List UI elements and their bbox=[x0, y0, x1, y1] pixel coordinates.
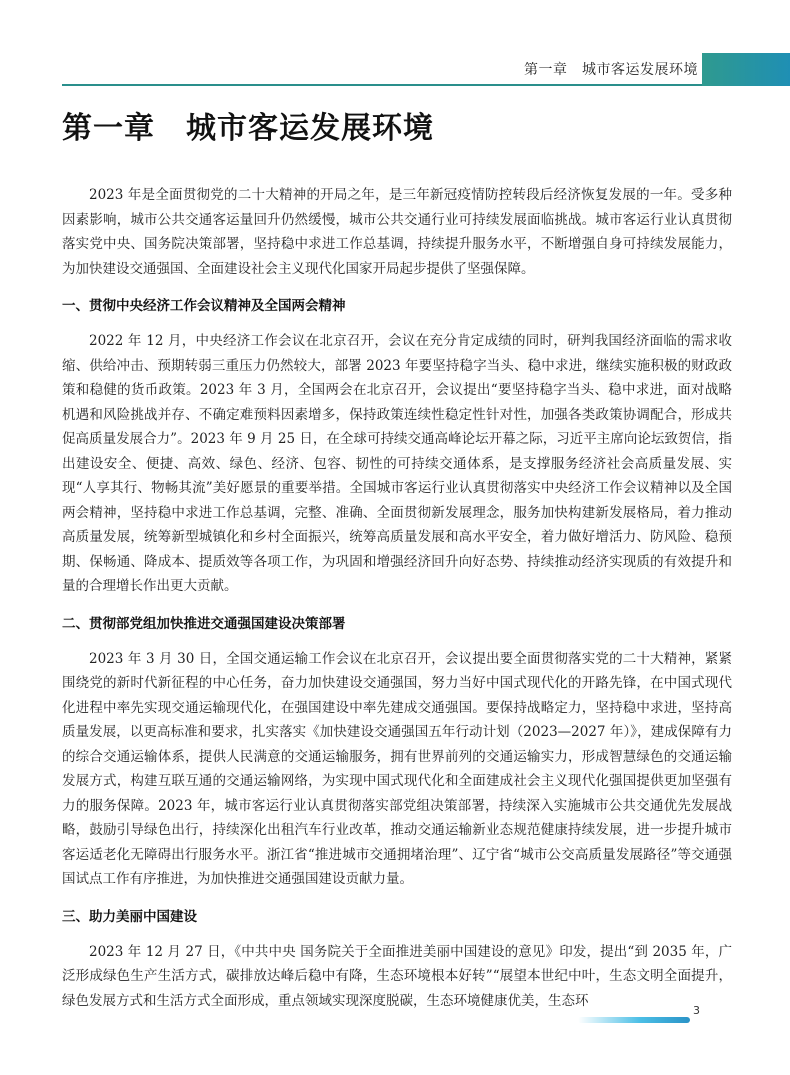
section-3-paragraph: 2023 年 12 月 27 日，《中共中央 国务院关于全面推进美丽中国建设的意见》印发，提出“到 2035 年，广泛形成绿色生产生活方式，碳排放达峰后稳中有降，生态环境根本好转”“展望本世纪中叶，生态文明全面提升，绿色发展方式和生活方式全面形成，重点领域实现深度脱碳，生态环境健康优美，生态环 bbox=[62, 943, 732, 1009]
page-number: 3 bbox=[693, 1004, 700, 1017]
chapter-title: 第一章 城市客运发展环境 bbox=[62, 111, 434, 146]
running-header-title: 第一章 城市客运发展环境 bbox=[524, 62, 698, 78]
section-1-paragraph: 2022 年 12 月，中央经济工作会议在北京召开，会议在充分肯定成绩的同时，研判我国经济面临的需求收缩、供给冲击、预期转弱三重压力仍然较大，部署 2023 年要坚持稳字当头、稳中求进，继续实施积极的财政政策和稳健的货币政策。2023 年 3 月，全国两会在北京召开，会议提出“要坚持稳字当头、稳中求进，面对战略机遇和风险挑战并存、不确定难预料因素增多，保持政策连续性稳定性针对性，加强各类政策协调配合，形成共促高质量发展合力”。2023 年 9 月 25 日，在全球可持续交通高峰论坛开幕之际，习近平主席向论坛致贺信，指出建设安全、便捷、高效、绿色、经济、包容、韧性的可持续交通体系，是支撑服务经济社会高质量发展、实现“人享其行、物畅其流”美好愿景的重要举措。全国城市客运行业认真贯彻落实中央经济工作会议精神以及全国两会精神，坚持稳中求进工作总基调，完整、准确、全面贯彻新发展理念，服务加快构建新发展格局，着力推动高质量发展，统筹新型城镇化和乡村全面振兴，统筹高质量发展和高水平安全，着力做好增活力、防风险、稳预期、保畅通、降成本、提质效等各项工作，为巩固和增强经济回升向好态势、持续推动经济实现质的有效提升和量的合理增长作出更大贡献。 bbox=[62, 333, 732, 594]
main-content bbox=[62, 183, 732, 1013]
section-2-paragraph: 2023 年 3 月 30 日，全国交通运输工作会议在北京召开，会议提出要全面贯彻落实党的二十大精神，紧紧围绕党的新时代新征程的中心任务，奋力加快建设交通强国，努力当好中国式现代化的开路先锋，在中国式现代化进程中率先实现交通运输现代化，在强国建设中率先建成交通强国。要保持战略定力，坚持稳中求进，坚持高质量发展，以更高标准和要求，扎实落实《加快建设交通强国五年行动计划（2023—2027 年）》，建成保障有力的综合交通运输体系，提供人民满意的交通运输服务，拥有世界前列的交通运输实力，形成智慧绿色的交通运输发展方式，构建互联互通的交通运输网络，为实现中国式现代化和全面建成社会主义现代化强国提供更加坚强有力的服务保障。2023 年，城市客运行业认真贯彻落实部党组决策部署，持续深入实施城市公共交通优先发展战略，鼓励引导绿色出行，持续深化出租汽车行业改革，推动交通运输新业态规范健康持续发展，进一步提升城市客运适老化无障碍出行服务水平。浙江省“推进城市交通拥堵治理”、辽宁省“城市公交高质量发展路径”等交通强国试点工作有序推进，为加快推进交通强国建设贡献力量。 bbox=[62, 650, 732, 887]
intro-paragraph: 2023 年是全面贯彻党的二十大精神的开局之年，是三年新冠疫情防控转段后经济恢复发展的一年。受多种因素影响，城市公共交通客运量回升仍然缓慢，城市公共交通行业可持续发展面临挑战。城市客运行业认真贯彻落实党中央、国务院决策部署，坚持稳中求进工作总基调，持续提升服务水平，不断增强自身可持续发展能力，为加快建设交通强国、全面建设社会主义现代化国家开局起步提供了坚强保障。 bbox=[62, 187, 732, 277]
header-accent-tab bbox=[702, 53, 790, 86]
section-3-heading: 三、助力美丽中国建设 bbox=[62, 908, 197, 925]
section-1-heading: 一、贯彻中央经济工作会议精神及全国两会精神 bbox=[62, 298, 346, 314]
footer-accent-bar bbox=[578, 1017, 690, 1023]
header-divider bbox=[62, 84, 702, 86]
section-2-heading: 二、贯彻部党组加快推进交通强国建设决策部署 bbox=[62, 615, 346, 632]
